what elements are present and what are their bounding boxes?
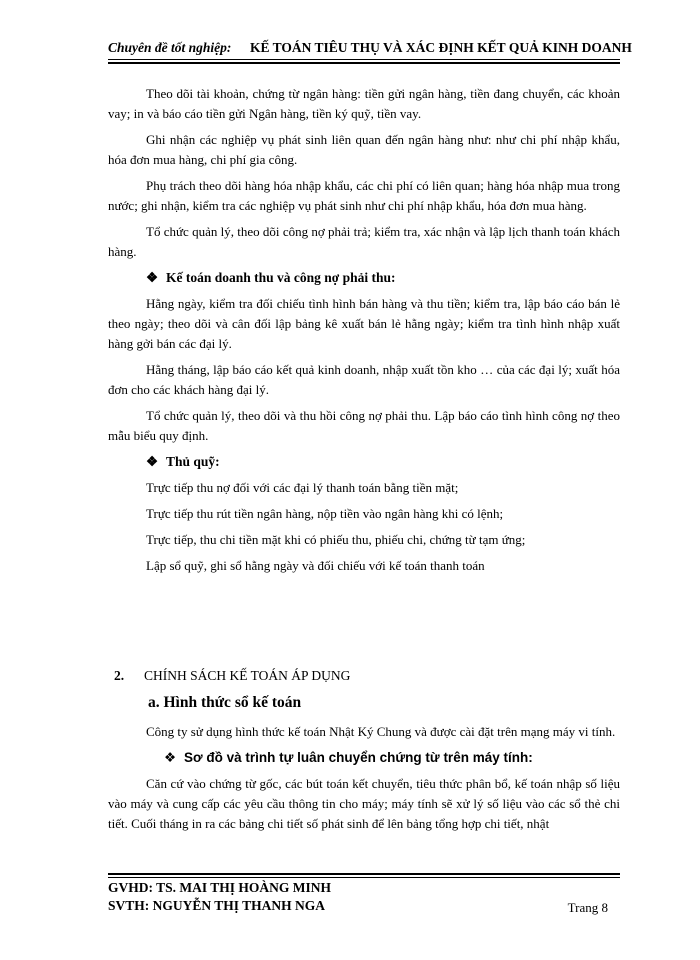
footer-rule-thick [108,873,620,875]
paragraph-payables: Tổ chức quản lý, theo dõi công nợ phải trả; kiểm tra, xác nhận và lập lịch thanh toán khách hàng. [108,224,620,259]
heading-cashier-text: Thủ quỹ: [166,454,220,469]
paragraph-receivables: Tổ chức quản lý, theo dõi và thu hồi công nợ phải thu. Lập báo cáo tình hình công nợ theo mẫu biểu quy định. [108,408,620,443]
heading-diagram-text: Sơ đồ và trình tự luân chuyển chứng từ trên máy tính: [184,750,533,765]
heading-revenue-receivables [146,268,620,288]
paragraph-bank-transactions: Ghi nhận các nghiệp vụ phát sinh liên quan đến ngân hàng như: như chi phí nhập khẩu, hóa đơn mua hàng, chi phí gia công. [108,132,620,167]
header-rule-thick [108,62,620,64]
heading-revenue-text: Kế toán doanh thu và công nợ phải thu: [166,270,396,285]
cashier-task-1: Trực tiếp thu nợ đối với các đại lý thanh toán bằng tiền mặt; [146,480,459,495]
section-2-number: 2. [114,668,125,683]
paragraph-monthly-report: Hằng tháng, lập báo cáo kết quả kinh doanh, nhập xuất tồn kho … của các đại lý; xuất hóa đơn cho các khách hàng đại lý. [108,362,620,397]
diamond-bullet-icon: ❖ [146,454,159,469]
footer-student: SVTH: NGUYỄN THỊ THANH NGA [108,898,326,913]
section-2-content [108,722,620,840]
paragraph-daily-sales: Hằng ngày, kiểm tra đối chiếu tình hình bán hàng và thu tiền; kiểm tra, lập báo cáo bán lẻ theo ngày; theo dõi và cân đối lập bảng kê xuất bán lẻ hằng ngày; kiểm tra tình hình nhập xuất hàng gởi bán các đại lý. [108,296,620,351]
cashier-task-3: Trực tiếp, thu chi tiền mặt khi có phiếu thu, phiếu chi, chứng từ tạm ứng; [146,532,526,547]
page-footer [108,880,620,916]
diamond-bullet-icon: ❖ [146,270,159,285]
subsection-a-heading: a. Hình thức sổ kế toán [148,694,302,711]
footer-supervisor: GVHD: TS. MAI THỊ HOÀNG MINH [108,880,332,895]
section-2-title: CHÍNH SÁCH KẾ TOÁN ÁP DỤNG [144,668,351,683]
paragraph-journal-method: Công ty sử dụng hình thức kế toán Nhật Ký Chung và được cài đặt trên mạng máy vi tính. [146,724,616,739]
header-subtitle: Chuyên đề tốt nghiệp: [108,40,232,55]
heading-cashier [146,452,620,472]
body-content [108,84,620,582]
diamond-bullet-icon: ❖ [164,750,177,765]
paragraph-computer-process: Căn cứ vào chứng từ gốc, các bút toán kết chuyển, tiêu thức phân bổ, kế toán nhập số liệu vào máy và cung cấp các yêu cầu thông tin cho máy; máy tính sẽ xử lý số liệu vào các sổ thẻ chi tiết. Cuối tháng in ra các bảng chi tiết số phát sinh để lên bảng tổng hợp chi tiết, nhật [108,776,620,831]
paragraph-bank-accounts: Theo dõi tài khoản, chứng từ ngân hàng: tiền gửi ngân hàng, tiền đang chuyển, các khoản vay; in và báo cáo tiền gửi Ngân hàng, tiền ký quỹ, tiền vay. [108,86,620,121]
header-title: KẾ TOÁN TIÊU THỤ VÀ XÁC ĐỊNH KẾT QUẢ KINH DOANH [250,40,632,55]
cashier-task-2: Trực tiếp thu rút tiền ngân hàng, nộp tiền vào ngân hàng khi có lệnh; [146,506,504,521]
footer-rule-thin [108,877,620,878]
page-number: Trang 8 [567,900,608,915]
header-rule-thin [108,59,620,60]
cashier-task-4: Lập sổ quỹ, ghi sổ hằng ngày và đối chiếu với kế toán thanh toán [146,558,485,573]
heading-diagram [164,748,620,768]
paragraph-import-goods: Phụ trách theo dõi hàng hóa nhập khẩu, các chi phí có liên quan; hàng hóa nhập mua trong nước; ghi nhận, kiểm tra các nghiệp vụ phát sinh như chi phí nhập khẩu, hóa đơn mua hàng. [108,178,620,213]
